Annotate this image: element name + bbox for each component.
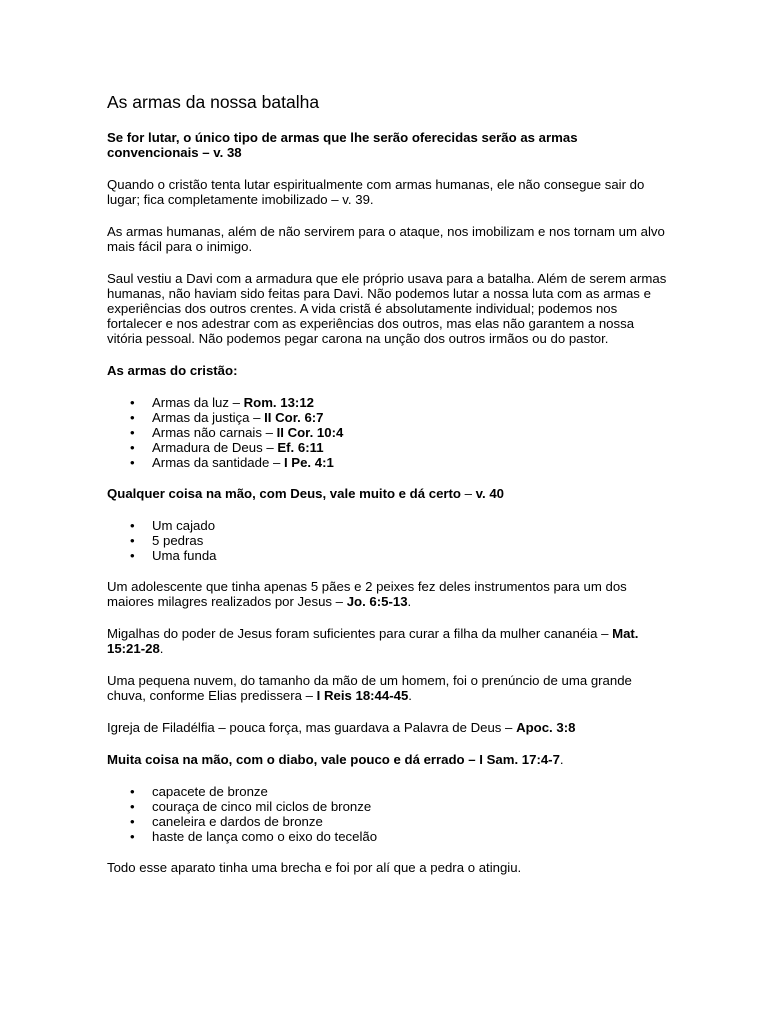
bible-reference: Ef. 6:11: [277, 440, 324, 455]
list-item-text: Armadura de Deus –: [152, 440, 278, 455]
bible-reference: Rom. 13:12: [243, 395, 314, 410]
god-heading: [107, 486, 667, 501]
list-item: • caneleira e dardos de bronze: [152, 814, 667, 829]
bible-reference: I Pe. 4:1: [283, 455, 334, 470]
list-item: • Uma funda: [152, 548, 667, 563]
closing-paragraph: Todo esse aparato tinha uma brecha e foi por alí que a pedra o atingiu.: [107, 860, 522, 875]
devil-heading: [107, 752, 667, 767]
paragraph-text: Igreja de Filadélfia – pouca força, mas guardava a Palavra de Deus –: [107, 720, 517, 735]
paragraph-5: [107, 626, 667, 656]
paragraph-text: Uma pequena nuvem, do tamanho da mão de um homem, foi o prenúncio de uma grande chuva, conforme Elias predissera –: [107, 673, 632, 703]
list-item-text: Armas da santidade –: [152, 455, 284, 470]
devil-items-list: [107, 784, 667, 844]
paragraph-4: [107, 579, 667, 609]
bible-reference: v. 40: [475, 486, 505, 501]
list-item-text: Armas da luz –: [152, 395, 244, 410]
bible-reference: I Reis 18:44-45: [316, 688, 409, 703]
list-item: [152, 440, 667, 455]
list-item: • Um cajado: [152, 518, 667, 533]
list-item: [152, 410, 667, 425]
document-title: As armas da nossa batalha: [107, 92, 320, 112]
list-item: • couraça de cinco mil ciclos de bronze: [152, 799, 667, 814]
list-item: [152, 455, 667, 470]
bible-reference: II Cor. 10:4: [276, 425, 344, 440]
paragraph-text: Migalhas do poder de Jesus foram suficientes para curar a filha da mulher cananéia –: [107, 626, 613, 641]
list-item: • haste de lança como o eixo do tecelão: [152, 829, 667, 844]
paragraph-end: .: [159, 641, 164, 656]
paragraph-6: [107, 673, 667, 703]
god-heading-dash: –: [460, 486, 476, 501]
list-item: • capacete de bronze: [152, 784, 667, 799]
paragraph-end: .: [559, 752, 564, 767]
paragraph-end: .: [407, 594, 412, 609]
list-item: [152, 395, 667, 410]
paragraph-text: Um adolescente que tinha apenas 5 pães e 2 peixes fez deles instrumentos para um dos maiores milagres realizados por Jesus –: [107, 579, 627, 609]
bible-reference: Apoc. 3:8: [516, 720, 576, 735]
list-item: [152, 425, 667, 440]
bible-reference: II Cor. 6:7: [264, 410, 324, 425]
weapons-heading: As armas do cristão:: [107, 363, 238, 378]
bible-reference: Jo. 6:5-13: [346, 594, 408, 609]
paragraph-3: Saul vestiu a Davi com a armadura que ele próprio usava para a batalha. Além de serem armas humanas, não haviam sido feitas para Davi. Não podemos lutar a nossa luta com as armas e experiências dos outros crentes. A vida cristã é absolutamente individual; podemos nos fortalecer e nos adestrar com as experiências dos outros, mas elas não garantem a nossa vitória pessoal. Não podemos pegar carona na unção dos outros irmãos ou do pastor.: [107, 271, 667, 346]
bible-reference: Mat. 15:21-28: [107, 626, 639, 656]
god-heading-text: Qualquer coisa na mão, com Deus, vale muito e dá certo: [107, 486, 461, 501]
paragraph-end: .: [408, 688, 412, 703]
paragraph-2: As armas humanas, além de não servirem para o ataque, nos imobilizam e nos tornam um alvo mais fácil para o inimigo.: [107, 224, 665, 254]
weapons-list: [107, 395, 667, 470]
document-body: [107, 92, 667, 892]
list-item-text: Armas da justiça –: [152, 410, 265, 425]
god-items-list: [107, 518, 667, 563]
paragraph-7: [107, 720, 667, 735]
devil-heading-text: Muita coisa na mão, com o diabo, vale pouco e dá errado – I Sam. 17:4-7: [107, 752, 560, 767]
intro-heading: Se for lutar, o único tipo de armas que lhe serão oferecidas serão as armas convencionais – v. 38: [107, 130, 578, 160]
list-item: • 5 pedras: [152, 533, 667, 548]
list-item-text: Armas não carnais –: [152, 425, 277, 440]
paragraph-1: Quando o cristão tenta lutar espiritualmente com armas humanas, ele não consegue sair do lugar; fica completamente imobilizado – v. 39.: [107, 177, 645, 207]
